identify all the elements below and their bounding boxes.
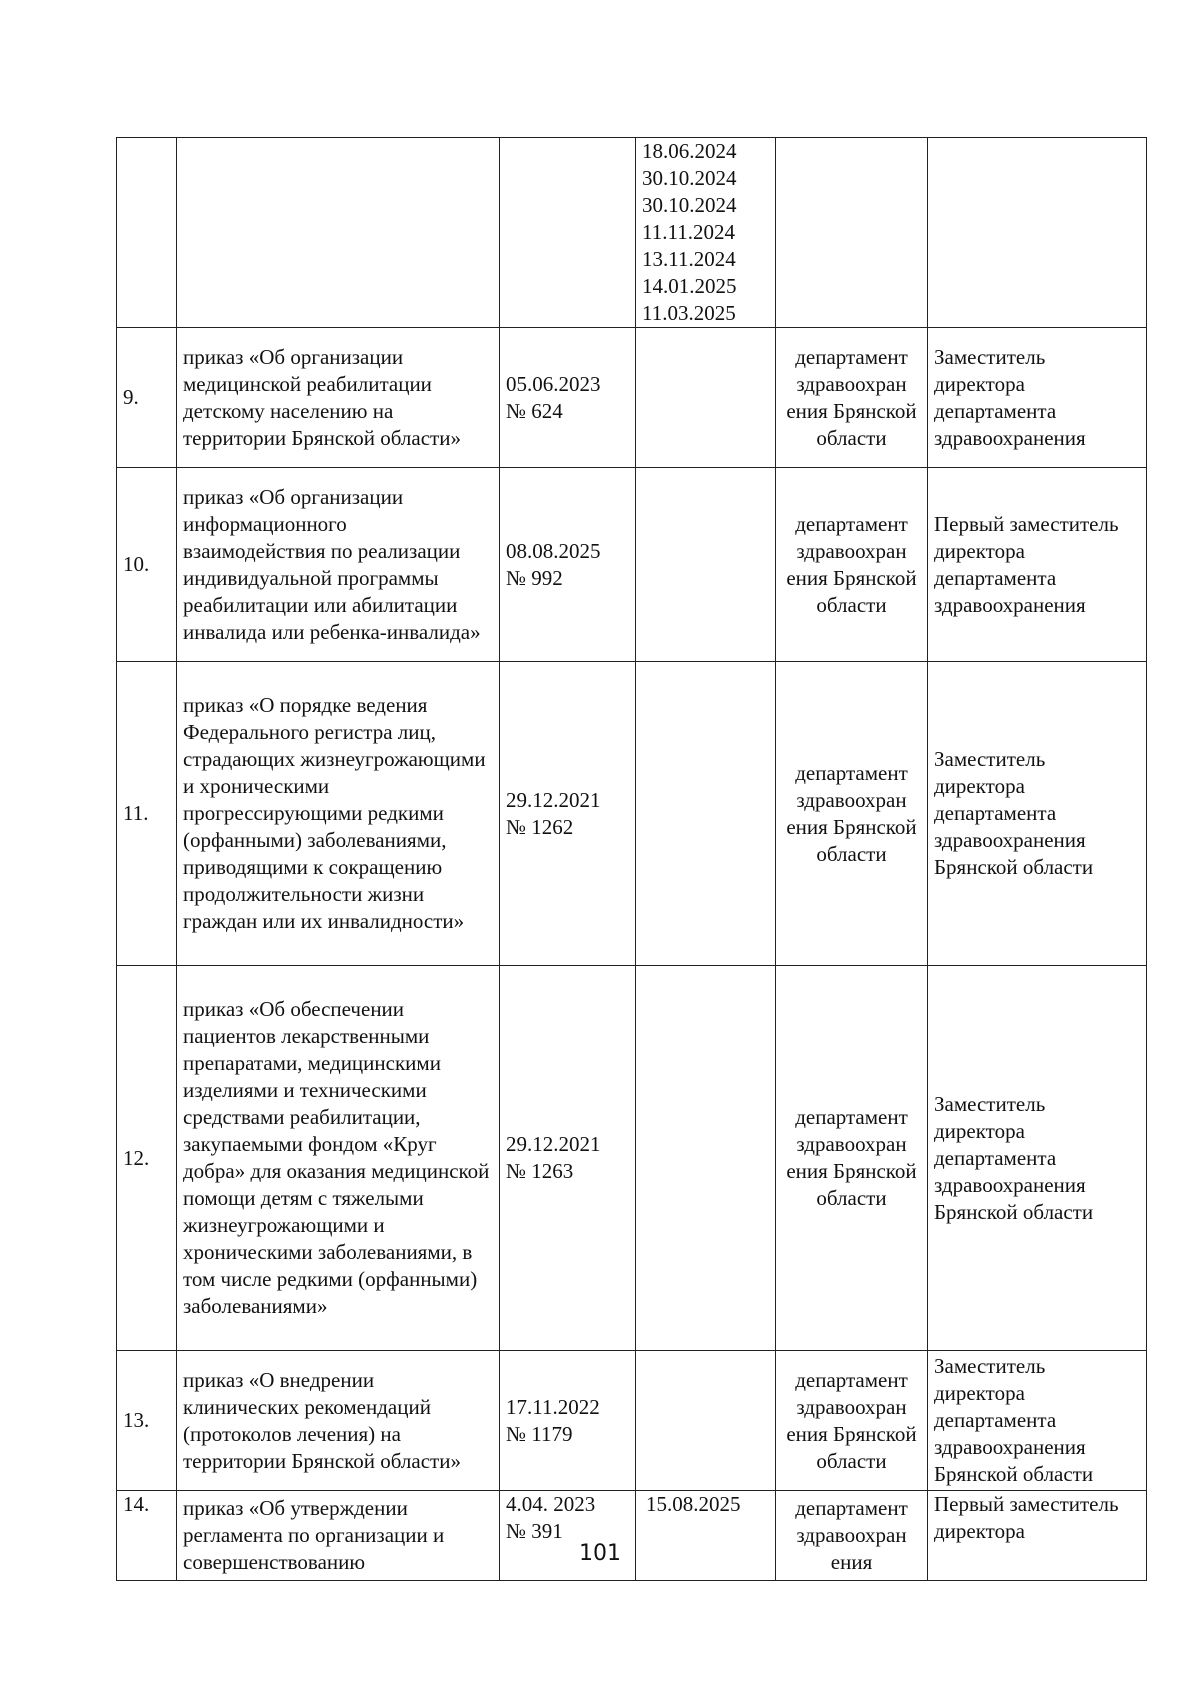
table-row	[117, 328, 1147, 468]
responsible-person: Заместитель директора департамента здравоохранения	[928, 328, 1147, 468]
document-title: приказ «Об обеспечении пациентов лекарственными препаратами, медицинскими изделиями и техническими средствами реабилитации, закупаемыми фондом «Круг добра» для оказания медицинской помощи детям с тяжелыми жизнеугрожающими и хроническими заболеваниями, в том числе редкими (орфанными) заболеваниями»	[177, 966, 500, 1351]
table-row	[117, 1491, 1147, 1581]
document-cell	[177, 138, 500, 328]
document-title: приказ «Об организации информационного взаимодействия по реализации индивидуальной программы реабилитации или абилитации инвалида или ребенка-инвалида»	[177, 468, 500, 662]
amendment-dates	[636, 662, 776, 966]
responsible-person: Первый заместитель директора департамента здравоохранения	[928, 468, 1147, 662]
row-number: 14.	[117, 1491, 177, 1581]
amendment-dates	[636, 966, 776, 1351]
document-title: приказ «Об организации медицинской реабилитации детскому населению на территории Брянской области»	[177, 328, 500, 468]
document-date: 08.08.2025 № 992	[500, 468, 636, 662]
document-title: приказ «О порядке ведения Федерального регистра лиц, страдающих жизнеугрожающими и хроническими прогрессирующими редкими (орфанными) заболеваниями, приводящими к сокращению продолжительности жизни граждан или их инвалидности»	[177, 662, 500, 966]
department: департамент здравоохран ения Брянской области	[776, 328, 928, 468]
row-number: 12.	[117, 966, 177, 1351]
department: департамент здравоохран ения Брянской области	[776, 468, 928, 662]
department: департамент здравоохран ения	[776, 1491, 928, 1581]
amendment-dates	[636, 1351, 776, 1491]
row-number: 9.	[117, 328, 177, 468]
table-row-continuation	[117, 138, 1147, 328]
amendment-dates-cell: 18.06.2024 30.10.2024 30.10.2024 11.11.2024 13.11.2024 14.01.2025 11.03.2025	[636, 138, 776, 328]
table-row	[117, 1351, 1147, 1491]
responsible-person: Первый заместитель директора	[928, 1491, 1147, 1581]
registry-table	[116, 137, 1147, 1581]
document-date: 29.12.2021 № 1262	[500, 662, 636, 966]
row-number: 11.	[117, 662, 177, 966]
department: департамент здравоохран ения Брянской области	[776, 662, 928, 966]
amendment-dates	[636, 468, 776, 662]
table-row	[117, 966, 1147, 1351]
department: департамент здравоохран ения Брянской области	[776, 966, 928, 1351]
responsible-person: Заместитель директора департамента здравоохранения Брянской области	[928, 966, 1147, 1351]
date-cell	[500, 138, 636, 328]
amendment-dates	[636, 328, 776, 468]
document-date: 29.12.2021 № 1263	[500, 966, 636, 1351]
document-title: приказ «О внедрении клинических рекомендаций (протоколов лечения) на территории Брянской области»	[177, 1351, 500, 1491]
department-cell	[776, 138, 928, 328]
department: департамент здравоохран ения Брянской области	[776, 1351, 928, 1491]
document-date: 17.11.2022 № 1179	[500, 1351, 636, 1491]
document-date: 4.04. 2023 № 391	[500, 1491, 636, 1581]
document-date: 05.06.2023 № 624	[500, 328, 636, 468]
row-number: 13.	[117, 1351, 177, 1491]
row-number-cell	[117, 138, 177, 328]
document-title: приказ «Об утверждении регламента по организации и совершенствованию	[177, 1491, 500, 1581]
responsible-person: Заместитель директора департамента здравоохранения Брянской области	[928, 1351, 1147, 1491]
amendment-dates: 15.08.2025	[636, 1491, 776, 1581]
row-number: 10.	[117, 468, 177, 662]
page-number: 101	[579, 1541, 621, 1566]
table-row	[117, 468, 1147, 662]
table-row	[117, 662, 1147, 966]
responsible-person: Заместитель директора департамента здравоохранения Брянской области	[928, 662, 1147, 966]
responsible-cell	[928, 138, 1147, 328]
